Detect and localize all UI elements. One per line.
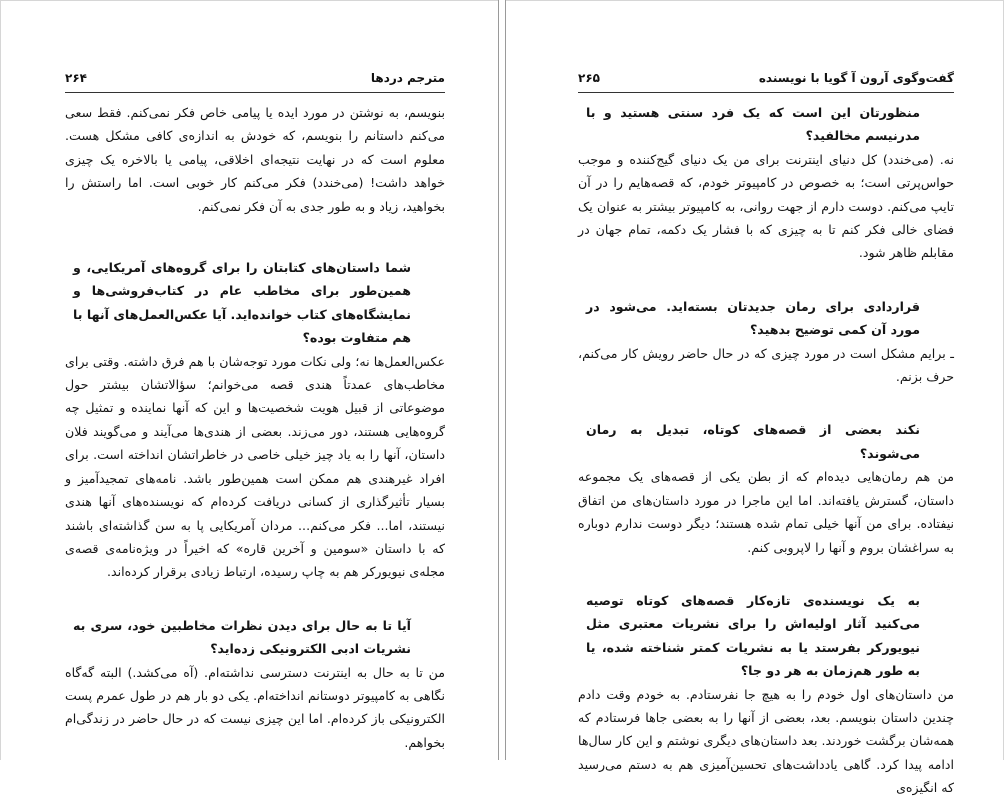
left-page-number: ۲۶۴ xyxy=(65,71,87,85)
right-page-header xyxy=(578,71,954,91)
question-paragraph: شما داستان‌های کتابتان را برای گروه‌های آمریکایی، و همین‌طور برای مخاطب عام در کتاب‌فروشی‌ها و نمایشگاه‌های کتاب خوانده‌اید. آیا عکس‌العمل‌های آنها با هم متفاوت بوده؟ xyxy=(73,260,411,346)
right-running-head: گفت‌وگوی آرون آ گویا با نویسنده xyxy=(758,71,954,85)
left-header-rule xyxy=(65,92,445,93)
book-gutter xyxy=(498,0,506,760)
question-paragraph: قراردادی برای رمان جدیدتان بسته‌اید. می‌شود در مورد آن کمی توضیح بدهید؟ xyxy=(586,298,920,338)
answer-paragraph: ـ برایم مشکل است در مورد چیزی که در حال حاضر رویش کار می‌کنم، حرف بزنم. xyxy=(578,345,954,385)
question-paragraph: منظورتان این است که یک فرد سنتی هستید و با مدرنیسم مخالفید؟ xyxy=(586,105,920,144)
right-page-body xyxy=(578,101,954,800)
answer-paragraph: من هم رمان‌هایی دیده‌ام که از بطن یکی از قصه‌های یک مجموعه داستان، گسترش یافته‌اند. اما این ماجرا در مورد داستان‌های من اتفاق نیفتاده. برای من آنها خیلی تمام شده هستند؛ دیگر دوست ندارم دوباره به سراغشان بروم و آنها را لاپروبی کنم. xyxy=(578,469,954,555)
question-paragraph: نکند بعضی از قصه‌های کوتاه، تبدیل به رمان می‌شوند؟ xyxy=(586,422,920,461)
answer-paragraph: بنویسم، به نوشتن در مورد ایده یا پیامی خاص فکر نمی‌کنم. فقط سعی می‌کنم داستانم را بنویسم، که خودش به اندازه‌ی کافی مشکل هست. معلوم است که در نهایت نتیجه‌ای اخلاقی، پیامی یا بالاخره یک چیزی خواهد داشت! (می‌خندد) فکر می‌کنم کار خوبی است. اما راستش را بخواهید، زیاد و به طور جدی به آن فکر نمی‌کنم. xyxy=(65,105,445,214)
left-page-body xyxy=(65,101,445,754)
answer-paragraph: من تا به حال به اینترنت دسترسی نداشته‌ام. (آه می‌کشد.) البته گه‌گاه نگاهی به کامپیوتر دوستانم انداخته‌ام. یکی دو بار هم در طول عمرم پست الکترونیکی باز کرده‌ام. اما این چیزی نیست که در حال حاضر در زندگی‌ام بخواهم. xyxy=(65,664,445,750)
question-paragraph: آیا تا به حال برای دیدن نظرات مخاطبین خود، سری به نشریات ادبی الکترونیکی زده‌اید؟ xyxy=(73,617,411,657)
right-page-number: ۲۶۵ xyxy=(578,71,600,85)
answer-paragraph: من داستان‌های اول خودم را به هیچ جا نفرستادم. به خودم وقت دادم چندین داستان بنویسم. بعد، بعضی از آنها را به بعضی جاها فرستادم که همه‌شان برگشت خوردند. بعد داستان‌های دیگری نوشتم و این کار سال‌ها ادامه پیدا کرد. گاهی یادداشت‌های تحسین‌آمیزی هم به دستم می‌رسید که انگیزه‌ی xyxy=(578,686,954,796)
answer-paragraph: نه. (می‌خندد) کل دنیای اینترنت برای من یک دنیای گیج‌کننده و موجب حواس‌پرتی است؛ به خصوص در کامپیوتر خودم، که قصه‌هایم را در آن تایپ می‌کنم. دوست دارم از جهت روانی، به کامپیوتر بیشتر به عنوان یک فضای خالی فکر کنم تا به چیزی که با فشار یک دکمه، تمام جهان در مقابلم ظاهر شود. xyxy=(578,151,954,261)
left-running-head: مترجم دردها xyxy=(370,71,445,85)
left-page xyxy=(0,0,502,760)
left-page-header xyxy=(65,71,445,91)
right-header-rule xyxy=(578,92,954,93)
answer-paragraph: عکس‌العمل‌ها نه؛ ولی نکات مورد توجه‌شان با هم فرق داشته. وقتی برای مخاطب‌های عمدتاً هندی قصه می‌خوانم؛ سؤالاتشان بیشتر حول موضوعاتی از قبیل هویت شخصیت‌ها و این که آنها نماینده و تمثیل چه گروه‌هایی هستند، دور می‌زند. بعضی از هندی‌ها می‌آیند و می‌گویند فلان داستان، آنها را به یاد چیز خیلی خاصی در خاطراتشان انداخته است. برای افراد غیرهندی هم ممکن است همین‌طور باشد. نامه‌های تمجیدآمیز و بسیار تأثیرگذاری از کسانی دریافت کرده‌ام که نویسنده‌های آنها هندی نیستند، اما... فکر می‌کنم... مردان آمریکایی پا به سن گذاشته‌ای باشند که با داستان «سومین و آخرین قاره» که اخیراً در ویژه‌نامه‌ی قصه‌ی مجله‌ی نیویورکر هم به چاپ رسیده، ارتباط زیادی برقرار کرده‌اند. xyxy=(65,353,445,580)
right-page xyxy=(502,0,1004,796)
question-paragraph: به یک نویسنده‌ی تازه‌کار قصه‌های کوتاه توصیه می‌کنید آثار اولیه‌اش را برای نشریات معتبری مثل نیویورکر بفرستد یا به نشریات کمتر شناخته شده، یا به طور هم‌زمان به هر دو جا؟ xyxy=(586,592,920,679)
